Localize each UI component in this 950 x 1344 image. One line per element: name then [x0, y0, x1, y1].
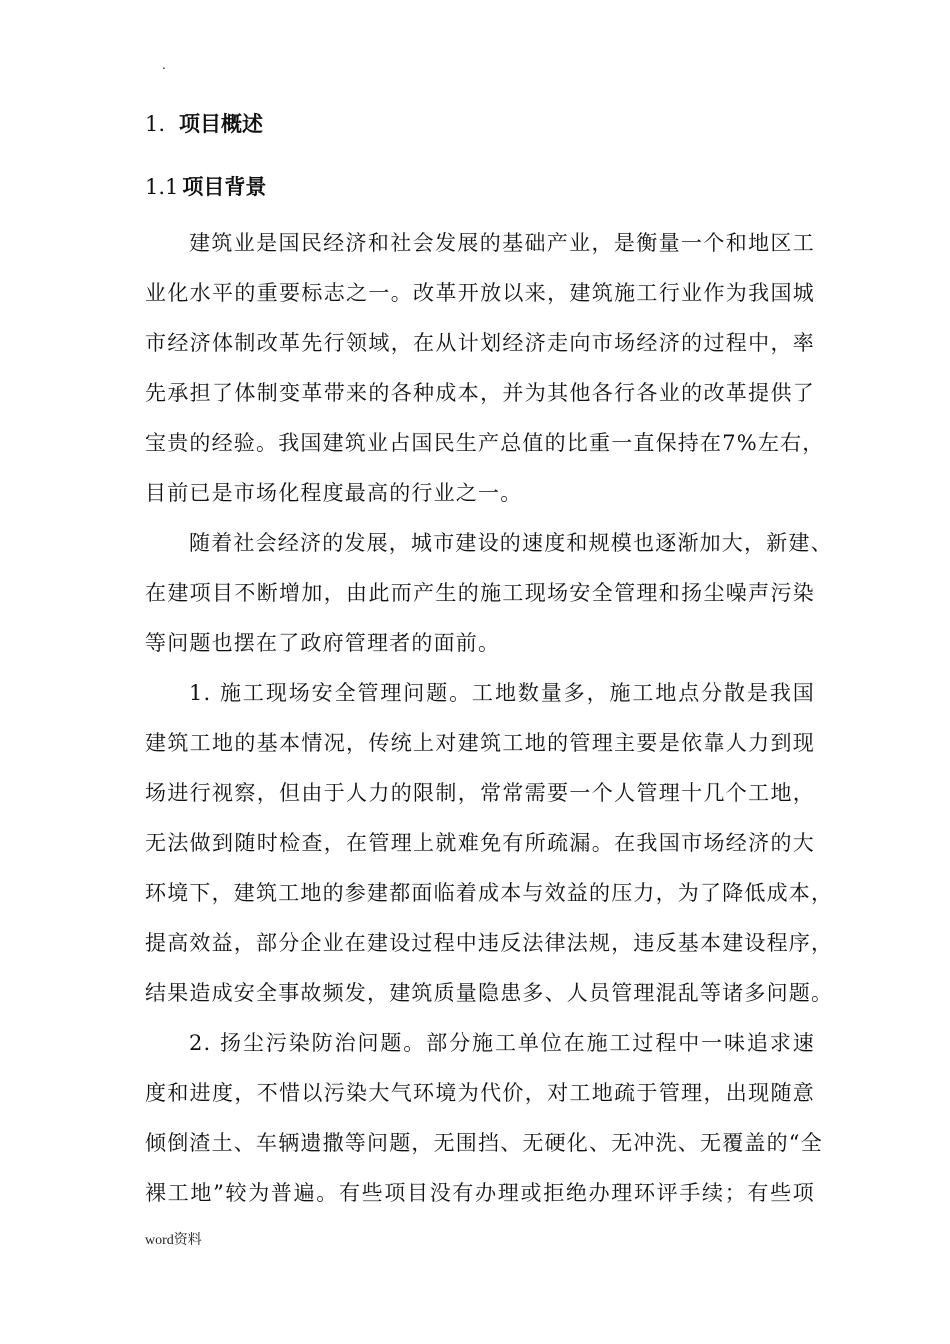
heading-2-title: 项目背景 — [182, 174, 267, 199]
paragraph-line: 环境下，建筑工地的参建都面临着成本与效益的压力，为了降低成本， — [145, 881, 834, 905]
paragraph-urban-development — [145, 518, 833, 668]
heading-2-number: 1.1 — [145, 175, 179, 199]
paragraph-line: 1. 施工现场安全管理问题。工地数量多，施工地点分散是我国 — [189, 681, 815, 705]
paragraph-safety-management — [145, 668, 834, 1018]
paragraph-line: 建筑工地的基本情况，传统上对建筑工地的管理主要是依靠人力到现 — [145, 731, 815, 755]
paragraph-line: 市经济体制改革先行领域，在从计划经济走向市场经济的过程中，率 — [145, 331, 815, 355]
paragraph-line: 随着社会经济的发展，城市建设的速度和规模也逐渐加大，新建、 — [189, 531, 833, 555]
paragraph-line: 宝贵的经验。我国建筑业占国民生产总值的比重一直保持在7%左右， — [145, 431, 825, 455]
paragraph-line: 无法做到随时检查，在管理上就难免有所疏漏。在我国市场经济的大 — [145, 831, 815, 855]
header-mark: . — [162, 58, 166, 72]
paragraph-line: 目前已是市场化程度最高的行业之一。 — [145, 481, 523, 505]
paragraph-line: 结果造成安全事故频发，建筑质量隐患多、人员管理混乱等诸多问题。 — [145, 981, 834, 1005]
heading-1 — [145, 110, 263, 138]
heading-1-title: 项目概述 — [179, 111, 264, 136]
paragraph-line: 倾倒渣土、车辆遗撒等问题，无围挡、无硬化、无冲洗、无覆盖的“全 — [145, 1131, 823, 1155]
paragraph-line: 2. 扬尘污染防治问题。部分施工单位在施工过程中一味追求速 — [189, 1031, 815, 1055]
paragraph-intro — [145, 218, 825, 518]
paragraph-dust-pollution — [145, 1018, 823, 1218]
heading-2 — [145, 173, 266, 201]
paragraph-line: 先承担了体制变革带来的各种成本，并为其他各行各业的改革提供了 — [145, 381, 815, 405]
paragraph-line: 建筑业是国民经济和社会发展的基础产业，是衡量一个和地区工 — [189, 231, 815, 255]
paragraph-line: 度和进度，不惜以污染大气环境为代价，对工地疏于管理，出现随意 — [145, 1081, 815, 1105]
page-footer: word资料 — [145, 1233, 202, 1248]
paragraph-line: 裸工地”较为普遍。有些项目没有办理或拒绝办理环评手续；有些项 — [145, 1181, 815, 1205]
heading-1-number: 1. — [145, 112, 166, 136]
paragraph-line: 业化水平的重要标志之一。改革开放以来，建筑施工行业作为我国城 — [145, 281, 815, 305]
document-body — [145, 218, 834, 1218]
paragraph-line: 提高效益，部分企业在建设过程中违反法律法规，违反基本建设程序， — [145, 931, 834, 955]
paragraph-line: 场进行视察，但由于人力的限制，常常需要一个人管理十几个工地， — [145, 781, 815, 805]
paragraph-line: 等问题也摆在了政府管理者的面前。 — [145, 631, 501, 655]
paragraph-line: 在建项目不断增加，由此而产生的施工现场安全管理和扬尘噪声污染 — [145, 581, 815, 605]
